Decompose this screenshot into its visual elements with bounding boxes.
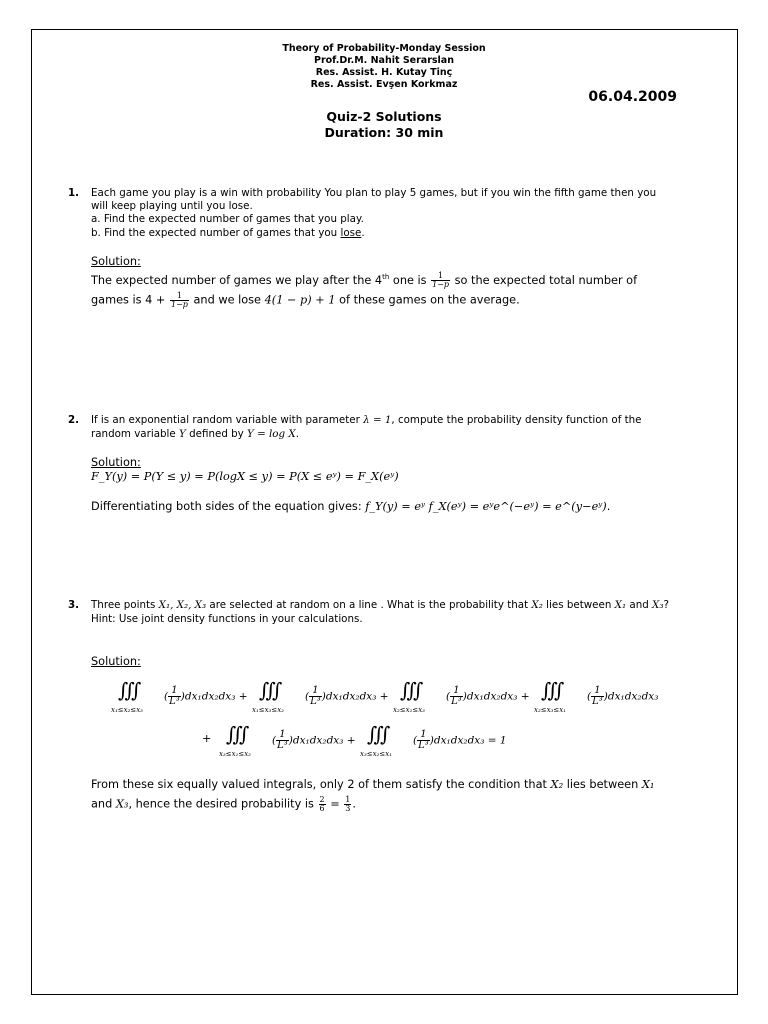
q1-line2: will keep playing until you lose.: [91, 200, 253, 212]
q1-line1: Each game you play is a win with probability You plan to play 5 games, but if you win the fifth game then you: [91, 187, 657, 199]
q2-number: 2.: [68, 414, 80, 426]
q1-number: 1.: [68, 187, 80, 199]
fraction: $\frac{1}{3}$: [345, 795, 351, 813]
q1-part-a: a. Find the expected number of games that you play.: [91, 213, 364, 225]
q3-conclusion-line1: From these six equally valued integrals, only 2 of them satisfy the condition that X₂ lies between X₁: [91, 778, 655, 791]
q2-cdf-equation: F_Y(y) = P(Y ≤ y) = P(logX ≤ y) = P(X ≤ eʸ) = F_X(eʸ): [91, 470, 399, 483]
quiz-title: Quiz-2 Solutions: [326, 109, 442, 124]
assistant-name-1: Res. Assist. H. Kutay Tinç: [315, 67, 453, 78]
q1-part-b: b. Find the expected number of games that you lose.: [91, 227, 365, 239]
plus-sign: +: [202, 732, 212, 745]
course-title: Theory of Probability-Monday Session: [282, 43, 486, 54]
q2-pdf-derivation: Differentiating both sides of the equation gives: f_Y(y) = eʸ f_X(eʸ) = eʸe^(−eʸ) = e^(y−eʸ).: [91, 500, 611, 513]
quiz-date: 06.04.2009: [588, 89, 677, 105]
q1-solution-line1: The expected number of games we play after the 4th one is $\frac{1}{1-p}$ so the expected total number of: [91, 271, 638, 290]
assistant-name-2: Res. Assist. Evşen Korkmaz: [310, 79, 458, 90]
fraction: $\frac{2}{6}$: [319, 795, 325, 813]
quiz-duration: Duration: 30 min: [324, 125, 444, 140]
q3-conclusion-line2: and X₃, hence the desired probability is $\frac{2}{6}$ = $\frac{1}{3}$ .: [91, 795, 356, 813]
q3-line1: Three points X₁, X₂, X₃ are selected at random on a line . What is the probability that X₂ lies between X₁ and X₃?: [91, 599, 669, 611]
q2-solution-label: Solution:: [91, 456, 141, 469]
fraction: $\frac{1}{1-p}$: [170, 291, 188, 309]
q2-line2: random variable Y defined by Y = log X.: [91, 428, 299, 440]
professor-name: Prof.Dr.M. Nahit Serarslan: [314, 55, 454, 66]
q2-line1: If is an exponential random variable with parameter λ = 1, compute the probability density function of the: [91, 414, 642, 426]
q3-hint: Hint: Use joint density functions in your calculations.: [91, 613, 363, 625]
q3-solution-label: Solution:: [91, 655, 141, 668]
fraction: $\frac{1}{1-p}$: [432, 271, 450, 290]
q1-solution-label: Solution:: [91, 255, 141, 268]
q3-number: 3.: [68, 599, 80, 611]
q1-solution-line2: games is 4 + $\frac{1}{1-p}$ and we lose 4(1 − p) + 1 of these games on the average.: [91, 291, 520, 309]
